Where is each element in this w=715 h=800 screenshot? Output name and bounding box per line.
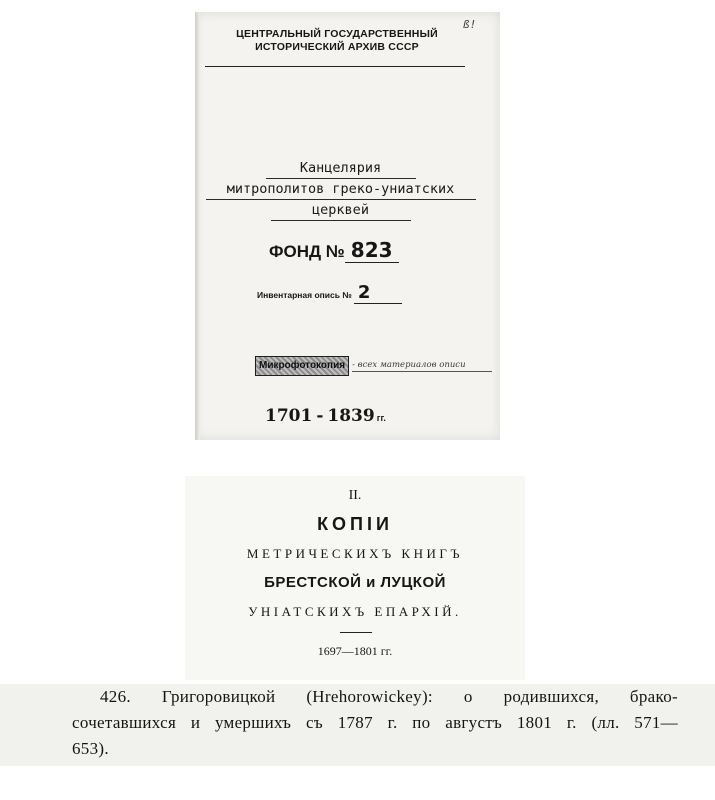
- archive-years: 1701 - 1839 гг.: [265, 406, 386, 426]
- fond-title-line1: Канцелярия: [266, 158, 416, 179]
- book-section-title: [185, 476, 525, 680]
- archive-title-page: [195, 12, 500, 440]
- catalog-entry: [0, 684, 715, 766]
- section-heading: КОПІИ: [317, 514, 393, 534]
- entry-line1: 426. Григоровицкой (Hrehorowickey): о родившихся, брако-: [100, 687, 678, 706]
- section-subtitle-line2: МЕТРИЧЕСКИХЪ КНИГЪ: [246, 546, 464, 561]
- years-start: 1701: [265, 406, 313, 426]
- microfilm-row: [255, 356, 487, 376]
- years-suffix: гг.: [376, 413, 386, 423]
- stamp-underline: [205, 66, 465, 67]
- inventory-row: [257, 282, 477, 304]
- years-end: 1839: [327, 406, 375, 426]
- fond-title-line3: церквей: [271, 200, 411, 221]
- fond-label: ФОНД №: [269, 242, 345, 261]
- title-divider: [340, 632, 372, 633]
- archive-stamp: [217, 28, 457, 54]
- inventory-label: Инвентарная опись №: [257, 290, 352, 300]
- archive-stamp-line1: ЦЕНТРАЛЬНЫЙ ГОСУДАРСТВЕННЫЙ: [236, 28, 438, 40]
- section-number: II.: [348, 488, 362, 503]
- corner-handwritten-mark: ß!: [463, 18, 477, 31]
- microfilm-note: - всех материалов описи: [352, 360, 492, 372]
- entry-line3: 653).: [72, 739, 109, 758]
- section-subtitle-line4: УНІАТСКИХЪ ЕПАРХІЙ.: [248, 604, 462, 619]
- microfilm-stamp: Микрофотокопия: [255, 356, 349, 376]
- fond-number: 823: [345, 238, 399, 263]
- fond-title: [203, 158, 478, 221]
- catalog-entry-text: [72, 684, 678, 762]
- section-subtitle-line3: БРЕСТСКОЙ и ЛУЦКОЙ: [264, 574, 446, 591]
- section-years: 1697—1801 гг.: [317, 644, 393, 658]
- fond-title-line2: митрополитов греко-униатских: [206, 179, 476, 200]
- fond-number-row: [269, 238, 469, 263]
- page-edge-shadow: [195, 12, 200, 440]
- archive-stamp-line2: ИСТОРИЧЕСКИЙ АРХИВ СССР: [255, 41, 419, 53]
- entry-line2: сочетавшихся и умершихъ съ 1787 г. по августъ 1801 г. (лл. 571—: [72, 713, 678, 732]
- inventory-number: 2: [354, 282, 402, 304]
